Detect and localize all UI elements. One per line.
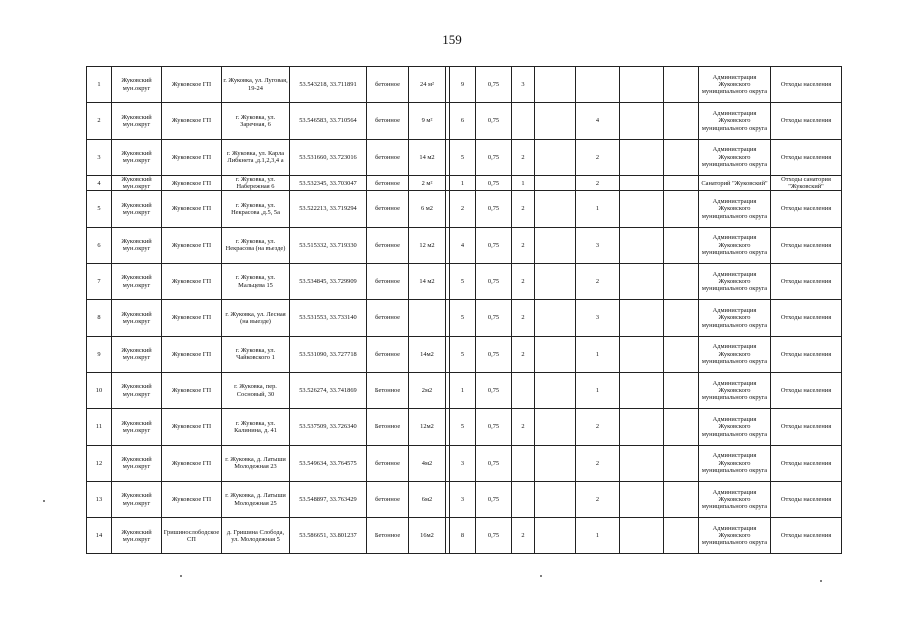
cell-waste: Отходы населения (771, 227, 842, 263)
cell-c14 (664, 445, 699, 481)
table-row (87, 103, 842, 139)
cell-address: г. Жуковка, ул. Луговая, 19-24 (222, 67, 290, 103)
cell-c11 (535, 67, 576, 103)
waste-sites-table (86, 66, 842, 554)
cell-c9: 0,75 (476, 409, 512, 445)
cell-owner: Администрация Жуковского муниципального округа (699, 372, 771, 408)
scan-artifact (180, 575, 182, 577)
cell-c8: 2 (450, 191, 476, 227)
cell-surface: бетонное (367, 300, 409, 336)
cell-settlement: Жуковское ГП (162, 372, 222, 408)
cell-c9: 0,75 (476, 481, 512, 517)
cell-owner: Администрация Жуковского муниципального округа (699, 518, 771, 554)
cell-owner: Администрация Жуковского муниципального округа (699, 67, 771, 103)
cell-c12: 1 (576, 372, 620, 408)
cell-settlement: Жуковское ГП (162, 445, 222, 481)
cell-surface: бетонное (367, 336, 409, 372)
cell-address: г. Жуковка, ул. Карла Либкнета ,д.1,2,3,4 а (222, 139, 290, 175)
cell-area: 14м2 (409, 336, 446, 372)
cell-owner: Администрация Жуковского муниципального округа (699, 264, 771, 300)
cell-c11 (535, 518, 576, 554)
cell-district: Жуковский мун.округ (112, 67, 162, 103)
cell-settlement: Жуковское ГП (162, 300, 222, 336)
cell-settlement: Жуковское ГП (162, 103, 222, 139)
cell-waste: Отходы населения (771, 372, 842, 408)
cell-c13 (620, 336, 664, 372)
table-row (87, 372, 842, 408)
cell-address: г. Жуковка, ул. Некрасова (на въезде) (222, 227, 290, 263)
cell-district: Жуковский мун.округ (112, 103, 162, 139)
table-row (87, 227, 842, 263)
cell-n: 10 (87, 372, 112, 408)
table-row (87, 445, 842, 481)
table-row (87, 264, 842, 300)
cell-area: 12 м2 (409, 227, 446, 263)
cell-owner: Администрация Жуковского муниципального округа (699, 409, 771, 445)
cell-address: г. Жуковка, ул. Набережная 6 (222, 175, 290, 191)
cell-c9: 0,75 (476, 139, 512, 175)
cell-c8: 3 (450, 481, 476, 517)
cell-c14 (664, 103, 699, 139)
cell-c11 (535, 139, 576, 175)
page-number: 159 (442, 32, 462, 47)
cell-c8: 5 (450, 336, 476, 372)
cell-district: Жуковский мун.округ (112, 481, 162, 517)
cell-waste: Отходы населения (771, 518, 842, 554)
cell-surface: Бетонное (367, 518, 409, 554)
cell-district: Жуковский мун.округ (112, 372, 162, 408)
cell-c10: 2 (512, 409, 535, 445)
cell-n: 11 (87, 409, 112, 445)
cell-surface: бетонное (367, 227, 409, 263)
cell-n: 9 (87, 336, 112, 372)
cell-coords: 53.515332, 33.719330 (290, 227, 367, 263)
cell-coords: 53.531090, 33.727718 (290, 336, 367, 372)
cell-c10: 2 (512, 227, 535, 263)
cell-owner: Администрация Жуковского муниципального округа (699, 139, 771, 175)
cell-c11 (535, 264, 576, 300)
cell-c8: 3 (450, 445, 476, 481)
cell-c11 (535, 191, 576, 227)
cell-settlement: Жуковское ГП (162, 191, 222, 227)
cell-waste: Отходы населения (771, 409, 842, 445)
cell-n: 5 (87, 191, 112, 227)
cell-district: Жуковский мун.округ (112, 227, 162, 263)
table-row (87, 518, 842, 554)
cell-waste: Отходы населения (771, 264, 842, 300)
cell-owner: Администрация Жуковского муниципального округа (699, 336, 771, 372)
cell-c10: 1 (512, 175, 535, 191)
cell-c10 (512, 372, 535, 408)
cell-area: 9 м² (409, 103, 446, 139)
cell-c8: 6 (450, 103, 476, 139)
cell-owner: Администрация Жуковского муниципального округа (699, 481, 771, 517)
cell-c14 (664, 227, 699, 263)
cell-c11 (535, 372, 576, 408)
cell-surface: Бетонное (367, 372, 409, 408)
cell-settlement: Гришинослободское СП (162, 518, 222, 554)
table-row (87, 336, 842, 372)
cell-c9: 0,75 (476, 372, 512, 408)
cell-address: г. Жуковка, пер. Сосновый, 30 (222, 372, 290, 408)
cell-c8: 5 (450, 409, 476, 445)
cell-area: 12м2 (409, 409, 446, 445)
cell-address: г. Жуковка, ул. Мальцева 15 (222, 264, 290, 300)
cell-address: г. Жуковка, ул. Некрасова ,д.5, 5а (222, 191, 290, 227)
table-row (87, 67, 842, 103)
cell-area: 6 м2 (409, 191, 446, 227)
cell-n: 1 (87, 67, 112, 103)
cell-c13 (620, 227, 664, 263)
table-row (87, 191, 842, 227)
cell-c12: 1 (576, 336, 620, 372)
cell-area: 2м2 (409, 372, 446, 408)
cell-c13 (620, 300, 664, 336)
cell-c8: 8 (450, 518, 476, 554)
table-row (87, 139, 842, 175)
cell-c12: 4 (576, 103, 620, 139)
cell-coords: 53.548897, 33.763429 (290, 481, 367, 517)
table-row (87, 409, 842, 445)
cell-n: 14 (87, 518, 112, 554)
cell-waste: Отходы населения (771, 336, 842, 372)
cell-c9: 0,75 (476, 336, 512, 372)
cell-settlement: Жуковское ГП (162, 264, 222, 300)
cell-c13 (620, 481, 664, 517)
cell-c14 (664, 518, 699, 554)
cell-c13 (620, 264, 664, 300)
cell-c10: 3 (512, 67, 535, 103)
cell-c13 (620, 175, 664, 191)
cell-coords: 53.531553, 33.733140 (290, 300, 367, 336)
cell-c12: 3 (576, 300, 620, 336)
cell-coords: 53.537509, 33.726340 (290, 409, 367, 445)
cell-owner: Санаторий "Жуковский" (699, 175, 771, 191)
cell-n: 8 (87, 300, 112, 336)
cell-c9: 0,75 (476, 227, 512, 263)
cell-surface: бетонное (367, 481, 409, 517)
cell-settlement: Жуковское ГП (162, 67, 222, 103)
cell-c14 (664, 264, 699, 300)
cell-surface: бетонное (367, 264, 409, 300)
cell-c14 (664, 409, 699, 445)
cell-c10: 2 (512, 191, 535, 227)
cell-area: 16м2 (409, 518, 446, 554)
cell-c13 (620, 67, 664, 103)
cell-c14 (664, 175, 699, 191)
cell-coords: 53.546583, 33.710564 (290, 103, 367, 139)
cell-c11 (535, 103, 576, 139)
cell-owner: Администрация Жуковского муниципального округа (699, 227, 771, 263)
cell-n: 3 (87, 139, 112, 175)
cell-c11 (535, 445, 576, 481)
cell-c8: 5 (450, 300, 476, 336)
cell-c8: 5 (450, 139, 476, 175)
cell-c13 (620, 372, 664, 408)
cell-area: 4м2 (409, 445, 446, 481)
cell-c10 (512, 481, 535, 517)
cell-c11 (535, 300, 576, 336)
cell-area (409, 300, 446, 336)
cell-settlement: Жуковское ГП (162, 336, 222, 372)
cell-c14 (664, 336, 699, 372)
cell-c9: 0,75 (476, 300, 512, 336)
cell-area: 24 м² (409, 67, 446, 103)
cell-c12: 2 (576, 264, 620, 300)
cell-c9: 0,75 (476, 191, 512, 227)
cell-settlement: Жуковское ГП (162, 409, 222, 445)
cell-coords: 53.543218, 33.711891 (290, 67, 367, 103)
cell-n: 4 (87, 175, 112, 191)
cell-district: Жуковский мун.округ (112, 336, 162, 372)
cell-surface: бетонное (367, 139, 409, 175)
cell-area: 14 м2 (409, 139, 446, 175)
cell-address: г. Жуковка, ул. Чайковского 1 (222, 336, 290, 372)
cell-c10: 2 (512, 336, 535, 372)
cell-coords: 53.522213, 33.719294 (290, 191, 367, 227)
cell-c11 (535, 336, 576, 372)
cell-waste: Отходы населения (771, 67, 842, 103)
cell-c13 (620, 103, 664, 139)
cell-c12: 2 (576, 409, 620, 445)
cell-c9: 0,75 (476, 103, 512, 139)
cell-c14 (664, 300, 699, 336)
cell-district: Жуковский мун.округ (112, 139, 162, 175)
cell-district: Жуковский мун.округ (112, 409, 162, 445)
cell-settlement: Жуковское ГП (162, 175, 222, 191)
cell-c12: 2 (576, 481, 620, 517)
cell-c11 (535, 409, 576, 445)
cell-c12: 2 (576, 445, 620, 481)
cell-c12: 1 (576, 191, 620, 227)
cell-coords: 53.549634, 33.764575 (290, 445, 367, 481)
cell-waste: Отходы населения (771, 103, 842, 139)
cell-settlement: Жуковское ГП (162, 139, 222, 175)
cell-waste: Отходы населения (771, 139, 842, 175)
cell-c14 (664, 139, 699, 175)
cell-address: г. Жуковка, ул. Заречная, 6 (222, 103, 290, 139)
cell-surface: бетонное (367, 67, 409, 103)
cell-c8: 1 (450, 175, 476, 191)
cell-c13 (620, 409, 664, 445)
cell-waste: Отходы населения (771, 191, 842, 227)
table-row (87, 300, 842, 336)
cell-c12: 2 (576, 139, 620, 175)
table-row (87, 481, 842, 517)
cell-c11 (535, 227, 576, 263)
cell-coords: 53.532345, 33.703047 (290, 175, 367, 191)
cell-owner: Администрация Жуковского муниципального округа (699, 445, 771, 481)
scan-artifact (540, 575, 542, 577)
cell-c12: 1 (576, 518, 620, 554)
cell-waste: Отходы санатория "Жуковский" (771, 175, 842, 191)
cell-coords: 53.534845, 33.729909 (290, 264, 367, 300)
cell-district: Жуковский мун.округ (112, 264, 162, 300)
cell-surface: бетонное (367, 445, 409, 481)
cell-c10 (512, 103, 535, 139)
cell-coords: 53.586651, 33.801237 (290, 518, 367, 554)
cell-c9: 0,75 (476, 67, 512, 103)
cell-waste: Отходы населения (771, 445, 842, 481)
cell-c10: 2 (512, 300, 535, 336)
cell-waste: Отходы населения (771, 300, 842, 336)
cell-district: Жуковский мун.округ (112, 191, 162, 227)
cell-address: г. Жуковка, ул. Калинина, д. 41 (222, 409, 290, 445)
cell-coords: 53.526274, 33.741869 (290, 372, 367, 408)
cell-c13 (620, 191, 664, 227)
cell-address: г. Жуковка, д. Латыши Молодежная 25 (222, 481, 290, 517)
cell-n: 13 (87, 481, 112, 517)
cell-district: Жуковский мун.округ (112, 445, 162, 481)
cell-c13 (620, 445, 664, 481)
cell-c14 (664, 372, 699, 408)
cell-c10 (512, 445, 535, 481)
cell-address: г. Жуковка, ул. Лесная (на выезде) (222, 300, 290, 336)
cell-c8: 5 (450, 264, 476, 300)
scan-artifact (43, 500, 45, 502)
cell-surface: бетонное (367, 191, 409, 227)
cell-area: 14 м2 (409, 264, 446, 300)
cell-c12: 3 (576, 227, 620, 263)
cell-n: 7 (87, 264, 112, 300)
table-row (87, 175, 842, 191)
cell-surface: бетонное (367, 103, 409, 139)
cell-c12 (576, 67, 620, 103)
scan-artifact (820, 580, 822, 582)
cell-n: 12 (87, 445, 112, 481)
cell-surface: бетонное (367, 175, 409, 191)
cell-c8: 1 (450, 372, 476, 408)
cell-c10: 2 (512, 139, 535, 175)
cell-c11 (535, 175, 576, 191)
cell-settlement: Жуковское ГП (162, 481, 222, 517)
cell-settlement: Жуковское ГП (162, 227, 222, 263)
cell-n: 6 (87, 227, 112, 263)
cell-c8: 4 (450, 227, 476, 263)
cell-address: г. Жуковка, д. Латыши Молодежная 23 (222, 445, 290, 481)
cell-c9: 0,75 (476, 264, 512, 300)
cell-owner: Администрация Жуковского муниципального округа (699, 191, 771, 227)
cell-owner: Администрация Жуковского муниципального округа (699, 103, 771, 139)
cell-c10: 2 (512, 518, 535, 554)
cell-c13 (620, 139, 664, 175)
cell-area: 6м2 (409, 481, 446, 517)
cell-district: Жуковский мун.округ (112, 300, 162, 336)
cell-district: Жуковский мун.округ (112, 518, 162, 554)
cell-n: 2 (87, 103, 112, 139)
cell-c14 (664, 191, 699, 227)
cell-c8: 9 (450, 67, 476, 103)
cell-c11 (535, 481, 576, 517)
cell-c9: 0,75 (476, 445, 512, 481)
cell-owner: Администрация Жуковского муниципального округа (699, 300, 771, 336)
cell-area: 2 м² (409, 175, 446, 191)
cell-c12: 2 (576, 175, 620, 191)
cell-address: д. Гришина Слобода, ул. Молодежная 5 (222, 518, 290, 554)
cell-waste: Отходы населения (771, 481, 842, 517)
cell-surface: Бетонное (367, 409, 409, 445)
cell-c14 (664, 481, 699, 517)
cell-c14 (664, 67, 699, 103)
cell-coords: 53.531660, 33.723016 (290, 139, 367, 175)
cell-c9: 0,75 (476, 518, 512, 554)
cell-c10: 2 (512, 264, 535, 300)
cell-district: Жуковский мун.округ (112, 175, 162, 191)
cell-c9: 0,75 (476, 175, 512, 191)
cell-c13 (620, 518, 664, 554)
